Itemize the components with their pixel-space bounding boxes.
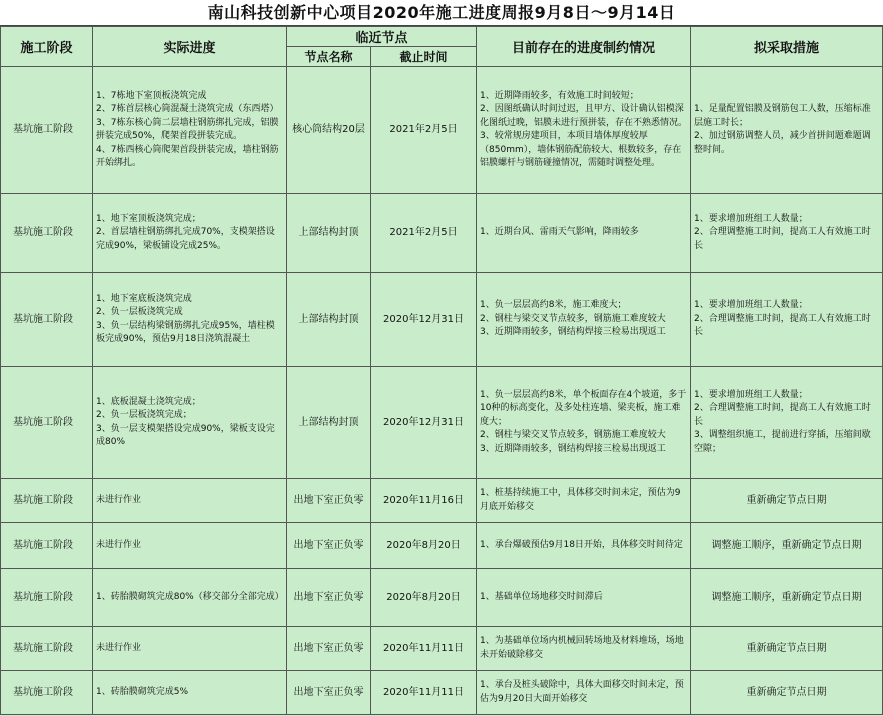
header-node-group: 临近节点 [287, 27, 477, 47]
cell-deadline: 2020年8月20日 [371, 569, 477, 627]
table-row [1, 367, 883, 479]
cell-deadline: 2020年8月20日 [371, 523, 477, 569]
cell-progress: 未进行作业 [93, 627, 287, 671]
cell-measures: 调整施工顺序，重新确定节点日期 [691, 569, 883, 627]
cell-node: 出地下室正负零 [287, 671, 371, 715]
cell-deadline: 2020年12月31日 [371, 273, 477, 367]
cell-deadline: 2021年2月5日 [371, 194, 477, 273]
table-row [1, 273, 883, 367]
cell-measures: 重新确定节点日期 [691, 479, 883, 523]
cell-node: 上部结构封顶 [287, 273, 371, 367]
cell-progress: 1、地下室顶板浇筑完成； 2、首层墙柱钢筋绑扎完成70%，支模架搭设完成90%，梁板铺设完成25%。 [93, 194, 287, 273]
header-progress: 实际进度 [93, 27, 287, 67]
cell-stage: 基坑施工阶段 [1, 627, 93, 671]
cell-measures: 调整施工顺序，重新确定节点日期 [691, 523, 883, 569]
cell-issues: 1、负一层层高约8米，单个板面存在4个坡道，多于10种的标高变化，及多处柱连墙、梁夹板，施工难度大； 2、钢柱与梁交叉节点较多，钢筋施工难度较大 3、近期降雨较多，钢结构焊接三检易出现返工 [477, 367, 691, 479]
table-row [1, 569, 883, 627]
cell-progress: 1、砖胎膜砌筑完成5% [93, 671, 287, 715]
table-row [1, 479, 883, 523]
cell-measures: 1、要求增加班组工人数量； 2、合理调整施工时间，提高工人有效施工时长 [691, 194, 883, 273]
cell-node: 核心筒结构20层 [287, 67, 371, 194]
cell-deadline: 2020年11月11日 [371, 627, 477, 671]
header-stage: 施工阶段 [1, 27, 93, 67]
table-row [1, 671, 883, 715]
header-measures: 拟采取措施 [691, 27, 883, 67]
cell-measures: 1、要求增加班组工人数量； 2、合理调整施工时间，提高工人有效施工时长 3、调整组织施工，提前进行穿插，压缩间歇空隙； [691, 367, 883, 479]
cell-stage: 基坑施工阶段 [1, 67, 93, 194]
cell-deadline: 2021年2月5日 [371, 67, 477, 194]
cell-issues: 1、桩基持续施工中，具体移交时间未定，预估为9月底开始移交 [477, 479, 691, 523]
cell-progress: 未进行作业 [93, 523, 287, 569]
header-node-name: 节点名称 [287, 47, 371, 67]
cell-issues: 1、负一层层高约8米，施工难度大； 2、钢柱与梁交叉节点较多，钢筋施工难度较大 3、近期降雨较多，钢结构焊接三检易出现返工 [477, 273, 691, 367]
cell-progress: 未进行作业 [93, 479, 287, 523]
cell-progress: 1、砖胎膜砌筑完成80%（移交部分全部完成） [93, 569, 287, 627]
cell-node: 上部结构封顶 [287, 194, 371, 273]
table-row [1, 194, 883, 273]
cell-issues: 1、基础单位场地移交时间滞后 [477, 569, 691, 627]
cell-node: 出地下室正负零 [287, 479, 371, 523]
cell-node: 出地下室正负零 [287, 569, 371, 627]
cell-measures: 1、要求增加班组工人数量； 2、合理调整施工时间，提高工人有效施工时长 [691, 273, 883, 367]
cell-issues: 1、近期台风、雷雨天气影响，降雨较多 [477, 194, 691, 273]
cell-progress: 1、底板混凝土浇筑完成； 2、负一层板浇筑完成； 3、负一层支模架搭设完成90%，梁板支设完成80% [93, 367, 287, 479]
cell-deadline: 2020年11月11日 [371, 671, 477, 715]
cell-stage: 基坑施工阶段 [1, 367, 93, 479]
cell-node: 上部结构封顶 [287, 367, 371, 479]
cell-issues: 1、承台爆破预估9月18日开始，具体移交时间待定 [477, 523, 691, 569]
table-row [1, 627, 883, 671]
cell-stage: 基坑施工阶段 [1, 194, 93, 273]
cell-measures: 1、足量配置铝膜及钢筋包工人数，压缩标准层施工时长； 2、加过钢筋调整人员，减少首拼间题难题调整时间。 [691, 67, 883, 194]
cell-issues: 1、为基础单位场内机械回转场地及材料堆场，场地未开始破除移交 [477, 627, 691, 671]
cell-stage: 基坑施工阶段 [1, 523, 93, 569]
cell-deadline: 2020年12月31日 [371, 367, 477, 479]
progress-table [0, 26, 883, 715]
table-row [1, 67, 883, 194]
cell-node: 出地下室正负零 [287, 523, 371, 569]
header-issues: 目前存在的进度制约情况 [477, 27, 691, 67]
cell-deadline: 2020年11月16日 [371, 479, 477, 523]
cell-stage: 基坑施工阶段 [1, 569, 93, 627]
cell-issues: 1、承台及桩头破除中，具体大面移交时间未定，预估为9月20日大面开始移交 [477, 671, 691, 715]
cell-node: 出地下室正负零 [287, 627, 371, 671]
cell-progress: 1、7栋地下室顶板浇筑完成 2、7栋首层核心筒混凝土浇筑完成（东西塔） 3、7栋东核心筒二层墙柱钢筋绑扎完成，铝膜拼装完成50%，爬架首段拼装完成。 4、7栋西核心筒爬架首段拼装完成，墙柱钢筋开始绑扎。 [93, 67, 287, 194]
cell-stage: 基坑施工阶段 [1, 273, 93, 367]
cell-issues: 1、近期降雨较多，有效施工时间较短； 2、因图纸确认时间过迟，且甲方、设计确认铝模深化图纸过晚，铝膜未进行预拼装，存在不熟悉情况。 3、较常规房建项目，本项目墙体厚度较厚（850mm），墙体钢筋配筋较大、根数较多，存在铝膜螺杆与钢筋碰撞情况，需随时调整处理。 [477, 67, 691, 194]
cell-stage: 基坑施工阶段 [1, 671, 93, 715]
table-row [1, 523, 883, 569]
cell-measures: 重新确定节点日期 [691, 627, 883, 671]
report-title: 南山科技创新中心项目2020年施工进度周报9月8日～9月14日 [0, 0, 883, 26]
cell-progress: 1、地下室底板浇筑完成 2、负一层板浇筑完成 3、负一层结构梁钢筋绑扎完成95%，墙柱模板完成90%，预估9月18日浇筑混凝土 [93, 273, 287, 367]
header-deadline: 截止时间 [371, 47, 477, 67]
cell-measures: 重新确定节点日期 [691, 671, 883, 715]
cell-stage: 基坑施工阶段 [1, 479, 93, 523]
